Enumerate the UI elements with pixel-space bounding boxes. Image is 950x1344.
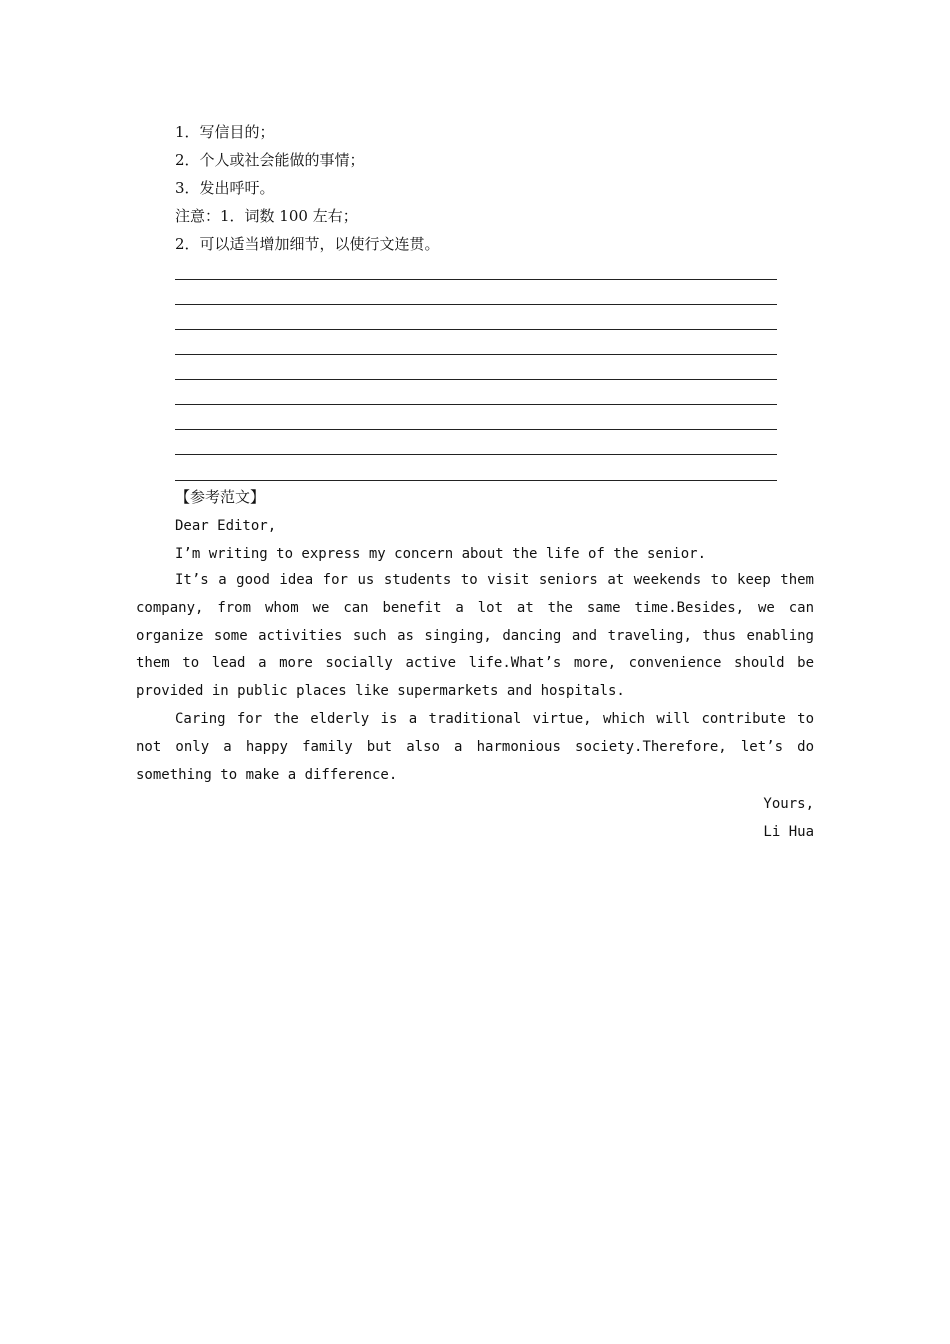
answer-line: [175, 279, 777, 280]
answer-line: [175, 454, 777, 455]
reference-heading: 【参考范文】: [175, 488, 266, 506]
letter-signature: Li Hua: [763, 824, 814, 840]
requirement-item-1: 1．写信目的；: [175, 123, 275, 141]
answer-line: [175, 379, 777, 380]
answer-line: [175, 354, 777, 355]
note-add-details: 2．可以适当增加细节，以使行文连贯。: [175, 235, 440, 253]
note-word-count: 注意：1．词数 100 左右；: [175, 207, 358, 225]
requirement-item-3: 3．发出呼吁。: [175, 179, 275, 197]
answer-line: [175, 404, 777, 405]
letter-intro: I’m writing to express my concern about the life of the senior.: [175, 546, 707, 562]
letter-paragraph-2: Caring for the elderly is a traditional virtue, which will contribute to not only a happy family but also a harmonious society.Therefore, let’s do something to make a difference.: [136, 711, 814, 783]
answer-line: [175, 304, 777, 305]
answer-line: [175, 329, 777, 330]
letter-closing: Yours,: [763, 796, 814, 812]
answer-line: [175, 480, 777, 481]
requirement-item-2: 2．个人或社会能做的事情；: [175, 151, 365, 169]
answer-line: [175, 429, 777, 430]
letter-paragraph-1: It’s a good idea for us students to visit seniors at weekends to keep them company, from whom we can benefit a lot at the same time.Besides, we can organize some activities such as singing, dancing and traveling, thus enabling them to lead a more socially active life.What’s more, convenience should be provided in public places like supermarkets and hospitals.: [136, 572, 814, 700]
letter-greeting: Dear Editor,: [175, 518, 277, 534]
